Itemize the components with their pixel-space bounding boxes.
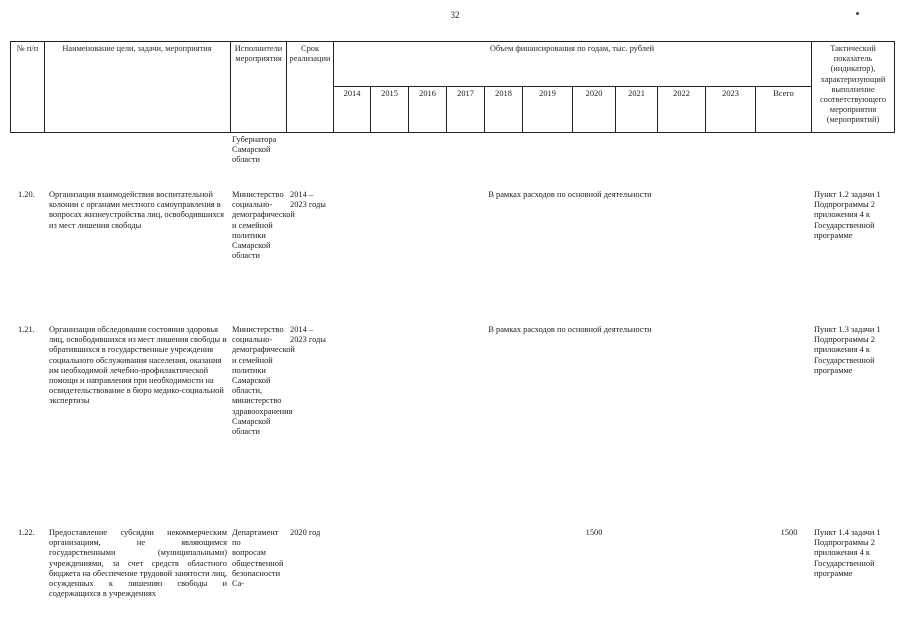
year-2021: 2021 <box>628 89 645 98</box>
header-executors: Исполнители мероприятия <box>234 44 283 64</box>
col-border <box>811 41 812 133</box>
row-value-2020: 1500 <box>585 528 603 537</box>
col-border <box>44 41 45 133</box>
col-border <box>10 41 11 133</box>
year-2018: 2018 <box>495 89 512 98</box>
header-term: Срок реализации <box>289 44 331 64</box>
header-indicator: Тактический показатель (индикатор), характеризующий выполнение соответствующего мероприятия (мероприятий) <box>819 44 887 125</box>
year-2014: 2014 <box>343 89 361 98</box>
row-number: 1.22. <box>18 528 35 537</box>
speck-mark <box>856 12 859 15</box>
row-finance-note: В рамках расходов по основной деятельности <box>488 190 652 199</box>
row-executor: Министерство социально-демографической и семейной политики Самарской области, министерство здравоохранения Самарской области <box>232 325 295 437</box>
row-executor: Департамент по вопросам общественной безопасности Са- <box>232 528 284 589</box>
row-indicator: Пункт 1.3 задачи 1 Подпрограммы 2 приложения 4 к Государственной программе <box>814 325 881 375</box>
header-finance: Объем финансирования по годам, тыс. рублей <box>489 44 655 53</box>
row-indicator: Пункт 1.4 задачи 1 Подпрограммы 2 приложения 4 к Государственной программе <box>814 528 881 578</box>
row-name: Организация взаимодействия воспитательной колонии с органами местного самоуправления в вопросах жизнеустройства лиц, освободившихся из мест лишения свободы <box>49 190 224 230</box>
row-term: 2014 – 2023 годы <box>290 325 326 345</box>
header-top-border <box>10 41 895 42</box>
page-number: 32 <box>450 10 460 20</box>
row-total: 1500 <box>780 528 798 537</box>
year-2019: 2019 <box>539 89 556 98</box>
col-border <box>286 41 287 133</box>
col-border <box>230 41 231 133</box>
header-num: № п/п <box>16 44 39 53</box>
row-term: 2020 год <box>290 528 321 537</box>
row-term: 2014 – 2023 годы <box>290 190 326 210</box>
row-finance-note: В рамках расходов по основной деятельности <box>488 325 652 334</box>
row-number: 1.21. <box>18 325 35 334</box>
year-2015: 2015 <box>381 89 398 98</box>
header-total: Всего <box>773 89 794 98</box>
year-2020: 2020 <box>585 89 603 98</box>
row-number: 1.20. <box>18 190 35 199</box>
year-2023: 2023 <box>722 89 739 98</box>
col-border <box>894 41 895 133</box>
year-2016: 2016 <box>419 89 436 98</box>
continued-executor: Губернатора Самарской области <box>232 135 277 165</box>
row-name: Предоставление субсидии некоммерческим организациям, не являющимся государственными (муниципальными) учреждениями, за счет средств областного бюджета на обеспечение трудовой занятости лиц, осужденных к лишению свободы и содержащихся в учреждениях <box>49 528 227 599</box>
row-indicator: Пункт 1.2 задачи 1 Подпрограммы 2 приложения 4 к Государственной программе <box>814 190 881 240</box>
year-2022: 2022 <box>673 89 690 98</box>
header-bottom-border <box>10 132 895 133</box>
col-border <box>333 41 334 133</box>
row-executor: Министерство социально-демографической и семейной политики Самарской области <box>232 190 295 261</box>
header-name: Наименование цели, задачи, мероприятия <box>62 44 212 53</box>
row-name: Организация обследования состояния здоровья лиц, освободившихся из мест лишения свободы и обратившихся в государственные учреждения социального обслуживания населения, оказания им необходимой лечебно-профилактической помощи и направления при необходимости на освидетельствование в бюро медико-социальной экспертизы <box>49 325 227 406</box>
year-2017: 2017 <box>457 89 474 98</box>
